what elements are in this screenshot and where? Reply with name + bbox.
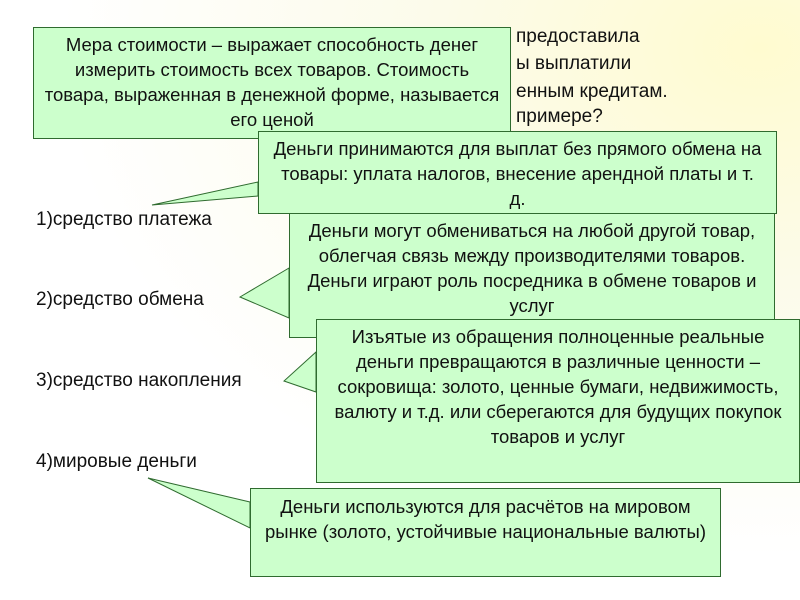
function-item-payment: 1)средство платежа bbox=[36, 209, 212, 230]
world-money-callout-pointer bbox=[148, 478, 250, 528]
background-text-line-2: ы выплатили bbox=[516, 53, 632, 74]
background-text-line-3: енным кредитам. bbox=[516, 81, 668, 102]
callout-world-money-text: Деньги используются для расчётов на мировом рынке (золото, устойчивые национальные валюты) bbox=[265, 496, 706, 542]
callout-measure-of-value-text: Мера стоимости – выражает способность денег измерить стоимость всех товаров. Стоимость товара, выраженная в денежной форме, называется его ценой bbox=[44, 34, 500, 130]
function-item-exchange: 2)средство обмена bbox=[36, 289, 204, 310]
function-item-accumulation: 3)средство накопления bbox=[36, 370, 242, 391]
callout-world-money bbox=[250, 488, 721, 577]
callout-payment-text: Деньги принимаются для выплат без прямого обмена на товары: уплата налогов, внесение арендной платы и т. д. bbox=[273, 138, 762, 209]
callout-accumulation-text: Изъятые из обращения полноценные реальные деньги превращаются в различные ценности –сокровища: золото, ценные бумаги, недвижимость, валюту и т.д. или сберегаются для будущих покупок товаров и услуг bbox=[334, 326, 782, 447]
callout-exchange-text: Деньги могут обмениваться на любой другой товар, облегчая связь между производителями товаров. Деньги играют роль посредника в обмене товаров и услуг bbox=[307, 220, 757, 316]
background-text-line-1: предоставила bbox=[516, 26, 640, 47]
background-text-line-4: примере? bbox=[516, 106, 603, 127]
function-item-world-money: 4)мировые деньги bbox=[36, 451, 197, 472]
